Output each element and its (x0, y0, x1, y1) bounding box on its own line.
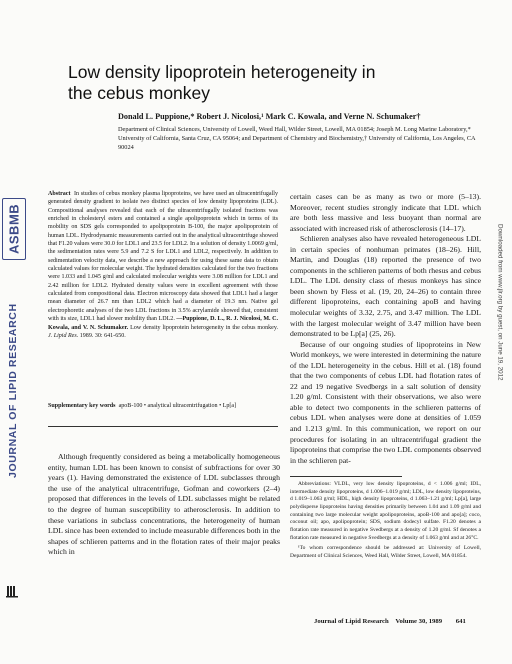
abstract (48, 190, 278, 340)
right-column (290, 192, 481, 466)
citation-ref: 1989. 30: 641-650. (79, 332, 126, 339)
asbmb-logo: ASBMB (2, 198, 26, 260)
footnote-abbreviations: Abbreviations: VLDL, very low density lipoproteins, d < 1.006 g/ml; IDL, intermediate density lipoproteins, d 1.006–1.019 g/ml; LDL, low density lipoproteins, d 1.019–1.063 g/ml; HDL, high density lipoproteins, d 1.063–1.21 g/ml; Lp[a], large polydisperse lipoproteins having densities primarily between 1.04 and 1.09 g/ml and containing two large molecular weight apolipoproteins, apoB-100 and apo[a]; coco, coconut oil; apo, apolipoprotein; SDS, sodium dodecyl sulfate. F1.20 denotes a flotation rate measured in negative Svedbergs at a density of 1.20 g/ml. Sf denotes a flotation rate measured in negative Svedbergs at a density of 1.063 g/ml and at 26°C. (290, 481, 481, 541)
download-note: Downloaded from www.jlr.org by guest, on June 19, 2012 (496, 224, 504, 381)
journal-name-vertical: JOURNAL OF LIPID RESEARCH (7, 303, 19, 479)
citation-authors: —Puppione, D. L., R. J. Nicolosi, M. C. Kowala, and V. N. Schumaker. (48, 316, 278, 331)
author-list: Donald L. Puppione,* Robert J. Nicolosi,¹ Mark C. Kowala, and Verne N. Schumaker† (118, 112, 421, 121)
intro-paragraph: Although frequently considered as being a metabolically homogeneous entity, human LDL has been known to consist of subfractions for over 30 years (1). Having demonstrated the existence of LDL subclasses through the use of the analytical ultracentrifuge, Gofman and coworkers (2–4) proposed that differences in the levels of LDL subclasses might be related to the degree of human susceptibility to atherosclerosis. In addition to these variations in subclass concentrations, the heterogeneity of human LDL since has been extended to include measurable differences both in the shapes of schlieren patterns and in the flotation rates of their major peaks which in (48, 452, 280, 557)
article-title: Low density lipoprotein heterogeneity in the cebus monkey (68, 62, 376, 103)
citation-journal: J. Lipid Res. (48, 332, 79, 339)
body-paragraph: Schlieren analyses also have revealed heterogeneous LDL in certain species of nonhuman primates (18–26). Hill, Martin, and Douglas (18) reported the presence of two components in the schlieren patterns of both rhesus and cebus LDL. The LDL density class of rhesus monkeys has since been shown by Fless et al. (19, 20, 24–26) to contain three different lipoproteins, each containing apoB and having molecular weights of 3.32, 2.75, and 3.47 million. The LDL with the largest molecular weight of 3.47 million have been demonstrated to be Lp[a] (25, 26). (290, 234, 481, 339)
keywords-label: Supplementary key words (48, 403, 116, 409)
abstract-divider (48, 426, 278, 427)
citation-title: Low density lipoprotein heterogeneity in the cebus monkey. (130, 324, 278, 331)
abstract-body: In studies of cebus monkey plasma lipoproteins, we have used an ultracentrifugally generated density gradient to isolate two distinct species of low density lipoproteins (LDL). Compositional analyses revealed that each of the ultracentrifugally isolated fractions was enriched in cholesteryl esters and contained a single apolipoprotein which in terms of its mobility on SDS gels corresponded to apolipoprotein B-100, the major apolipoprotein of human LDL. Hydrodynamic measurements carried out in the analytical ultracentrifuge showed that F1.20 values were 30.0 for LDL1 and 23.5 for LDL2. In a solution of density 1.0069 g/ml, the sedimentation rates were 5.9 and 7.2 S for LDL1 and LDL2, respectively. In addition to sedimentation velocity data, we describe a new approach for using these same data to obtain calculated values for molecular weight. The hydrated densities calculated for the two fractions were 1.033 and 1.045 g/ml and calculated molecular weights were 3.08 million for LDL1 and 2.42 million for LDL2. Hydrated density values were in excellent agreement with those calculated from compositional data. Electron microscopy data showed that LDL1 had a larger mean diameter of 26.7 nm than LDL2 which had a diameter of 19.3 nm. Native gel electrophoretic analyses of the two LDL fractions in 3.5% acrylamide showed that, consistent with its size, LDL1 had slower mobility than LDL2. (48, 191, 278, 323)
footnotes (290, 481, 481, 561)
footer-journal: Journal of Lipid Research (314, 618, 389, 625)
footnote-correspondence: ¹To whom correspondence should be addressed at: University of Lowell, Department of Clinical Sciences, Weed Hall, Wilder Street, Lowell, MA 01854. (290, 545, 481, 559)
keywords-list: apoB-100 • analytical ultracentrifugation • Lp[a] (118, 403, 237, 409)
affiliations: Department of Clinical Sciences, University of Lowell, Weed Hall, Wilder Street, Lowell, MA 01854; Joseph M. Long Marine Laboratory,* University of California, Santa Cruz, CA 95064; and Department of Chemistry and Biochemistry,† University of California, Los Angeles, CA 90024 (118, 126, 476, 151)
footnote-divider (290, 476, 402, 477)
body-paragraph: Because of our ongoing studies of lipoproteins in New World monkeys, we were interested in determining the nature of the LDL heterogeneity in the cebus. Hill et al. (18) found that the two components of cebus LDL had flotation rates of 22 and 19 negative Svedbergs in a salt solution of density 1.20 g/ml. Consistent with their observations, we also were able to detect two components in the schlieren patterns of cebus LDL when analyses were done at densities of 1.059 and 1.213 g/ml. In this communication, we report on our procedures for isolating in an ultracentrifugal gradient the lipoproteins that comprise the two LDL components observed in the schlieren pat- (290, 339, 481, 465)
footer-volume: Volume 30, 1989 (395, 618, 443, 625)
keywords (48, 402, 278, 410)
body-paragraph: certain cases can be as many as two or more (5–13). Moreover, recent studies strongly indicate that LDL which are both less massive and less buoyant than normal are associated with increased risk of atherosclerosis (14–17). (290, 192, 481, 233)
page-footer (314, 618, 496, 625)
abstract-label: Abstract (48, 191, 71, 197)
library-icon (6, 584, 20, 598)
page-number: 641 (455, 618, 466, 625)
